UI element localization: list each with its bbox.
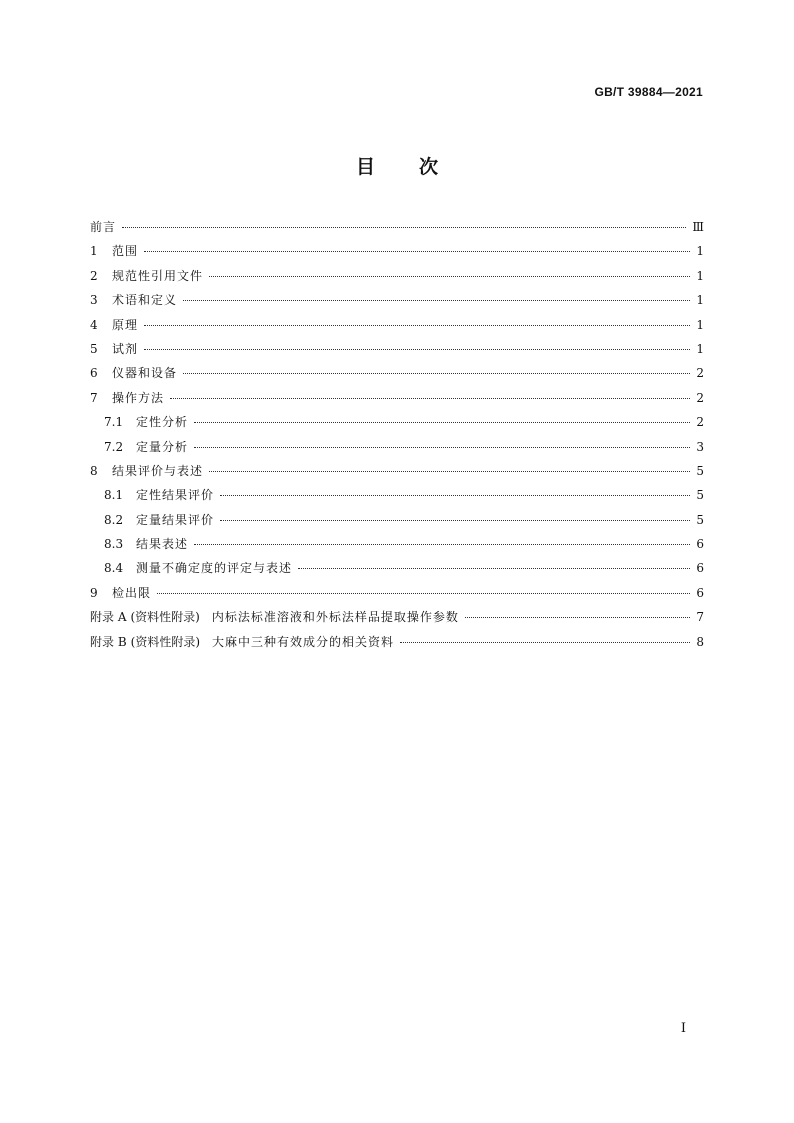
toc-appendix-number: 附录 B xyxy=(90,634,127,649)
toc-appendix-kind: (资料性附录) xyxy=(130,610,200,625)
toc-entry-number: 8.1 xyxy=(104,488,124,503)
toc-entry-number: 5 xyxy=(90,341,98,356)
standard-code: GB/T 39884—2021 xyxy=(594,85,703,99)
toc-entry-number: 9 xyxy=(90,585,98,600)
toc-entry-8[interactable] xyxy=(90,459,704,483)
toc-entry-number: 3 xyxy=(90,293,98,308)
toc-entry-label: 定性分析 xyxy=(136,415,189,430)
toc-entry-page: 1 xyxy=(696,341,704,356)
dot-leader xyxy=(170,397,690,399)
toc-entry-8-2[interactable] xyxy=(90,508,704,532)
toc-entry-page: 5 xyxy=(696,488,704,503)
toc-entry-page: 2 xyxy=(696,366,704,381)
toc-entry-7[interactable] xyxy=(90,386,704,410)
toc-entry-label: 测量不确定度的评定与表述 xyxy=(136,561,293,576)
dot-leader xyxy=(465,616,690,618)
toc-entry-page: 3 xyxy=(696,439,704,454)
toc-entry-2[interactable] xyxy=(90,264,704,288)
toc-entry-label: 检出限 xyxy=(112,585,152,600)
toc-entry-page: 2 xyxy=(696,415,704,430)
toc-entry-number: 8.3 xyxy=(104,537,124,552)
toc-entry-page: 1 xyxy=(696,268,704,283)
toc-entry-7-2[interactable] xyxy=(90,435,704,459)
toc-entry-page: 1 xyxy=(696,293,704,308)
toc-entry-label: 原理 xyxy=(112,317,139,332)
dot-leader xyxy=(183,372,690,374)
toc-entry-number: 8 xyxy=(90,463,98,478)
toc-entry-label: 前言 xyxy=(90,220,117,234)
toc-entry-number: 8.4 xyxy=(104,561,124,576)
dot-leader xyxy=(122,226,686,228)
toc-entry-4[interactable] xyxy=(90,313,704,337)
toc-title-char-1: 目 xyxy=(355,156,375,178)
toc-entry-9[interactable] xyxy=(90,581,704,605)
toc-entry-appendix-b[interactable] xyxy=(90,630,704,654)
toc-entry-label: 结果评价与表述 xyxy=(112,463,204,478)
toc-entry-page: 2 xyxy=(696,390,704,405)
toc-entry-page: 6 xyxy=(696,585,704,600)
toc-title-char-2: 次 xyxy=(419,156,439,178)
toc-entry-8-4[interactable] xyxy=(90,556,704,580)
toc-entry-label: 定量结果评价 xyxy=(136,512,215,527)
toc-entry-page: Ⅲ xyxy=(692,220,704,234)
dot-leader xyxy=(209,470,690,472)
dot-leader xyxy=(194,543,690,545)
toc-entry-8-1[interactable] xyxy=(90,483,704,507)
toc-entry-number: 7.2 xyxy=(104,439,124,454)
dot-leader xyxy=(183,299,690,301)
toc-title xyxy=(0,152,794,179)
page-number: I xyxy=(680,1021,686,1036)
toc-entry-label: 内标法标准溶液和外标法样品提取操作参数 xyxy=(211,610,459,625)
toc-entry-number: 6 xyxy=(90,366,98,381)
toc-entry-7-1[interactable] xyxy=(90,410,704,434)
toc-entry-page: 5 xyxy=(696,463,704,478)
table-of-contents xyxy=(90,215,704,654)
toc-appendix-kind: (资料性附录) xyxy=(130,634,201,649)
toc-entry-page: 1 xyxy=(696,317,704,332)
toc-entry-number: 2 xyxy=(90,268,98,283)
dot-leader xyxy=(220,519,690,521)
toc-entry-label: 操作方法 xyxy=(112,390,165,405)
toc-entry-page: 6 xyxy=(696,561,704,576)
toc-entry-page: 6 xyxy=(696,537,704,552)
toc-entry-1[interactable] xyxy=(90,239,704,263)
toc-entry-number: 8.2 xyxy=(104,512,124,527)
dot-leader xyxy=(220,494,690,496)
dot-leader xyxy=(194,446,690,448)
dot-leader xyxy=(157,592,690,594)
toc-entry-label: 试剂 xyxy=(112,341,139,356)
toc-entry-page: 5 xyxy=(696,512,704,527)
dot-leader xyxy=(144,250,690,252)
toc-appendix-number: 附录 A xyxy=(90,610,127,625)
dot-leader xyxy=(144,348,690,350)
toc-entry-label: 定量分析 xyxy=(136,439,189,454)
toc-entry-label: 结果表述 xyxy=(136,537,189,552)
toc-entry-label: 范围 xyxy=(112,244,139,259)
toc-entry-label: 仪器和设备 xyxy=(112,366,178,381)
toc-entry-number: 4 xyxy=(90,317,98,332)
toc-entry-label: 规范性引用文件 xyxy=(112,268,204,283)
toc-entry-8-3[interactable] xyxy=(90,532,704,556)
toc-entry-label: 定性结果评价 xyxy=(136,488,215,503)
toc-entry-label: 术语和定义 xyxy=(112,293,178,308)
toc-entry-6[interactable] xyxy=(90,361,704,385)
toc-entry-number: 7 xyxy=(90,390,98,405)
dot-leader xyxy=(400,641,690,643)
dot-leader xyxy=(298,567,690,569)
toc-entry-5[interactable] xyxy=(90,337,704,361)
toc-entry-3[interactable] xyxy=(90,288,704,312)
toc-entry-appendix-a[interactable] xyxy=(90,605,704,629)
toc-entry-page: 8 xyxy=(696,634,704,649)
toc-entry-page: 7 xyxy=(696,610,704,625)
dot-leader xyxy=(194,421,690,423)
dot-leader xyxy=(144,324,690,326)
dot-leader xyxy=(209,275,690,277)
toc-entry-foreword[interactable] xyxy=(90,215,704,239)
toc-entry-number: 1 xyxy=(90,244,98,259)
toc-entry-page: 1 xyxy=(696,244,704,259)
toc-entry-number: 7.1 xyxy=(104,415,124,430)
toc-entry-label: 大麻中三种有效成分的相关资料 xyxy=(212,634,395,649)
